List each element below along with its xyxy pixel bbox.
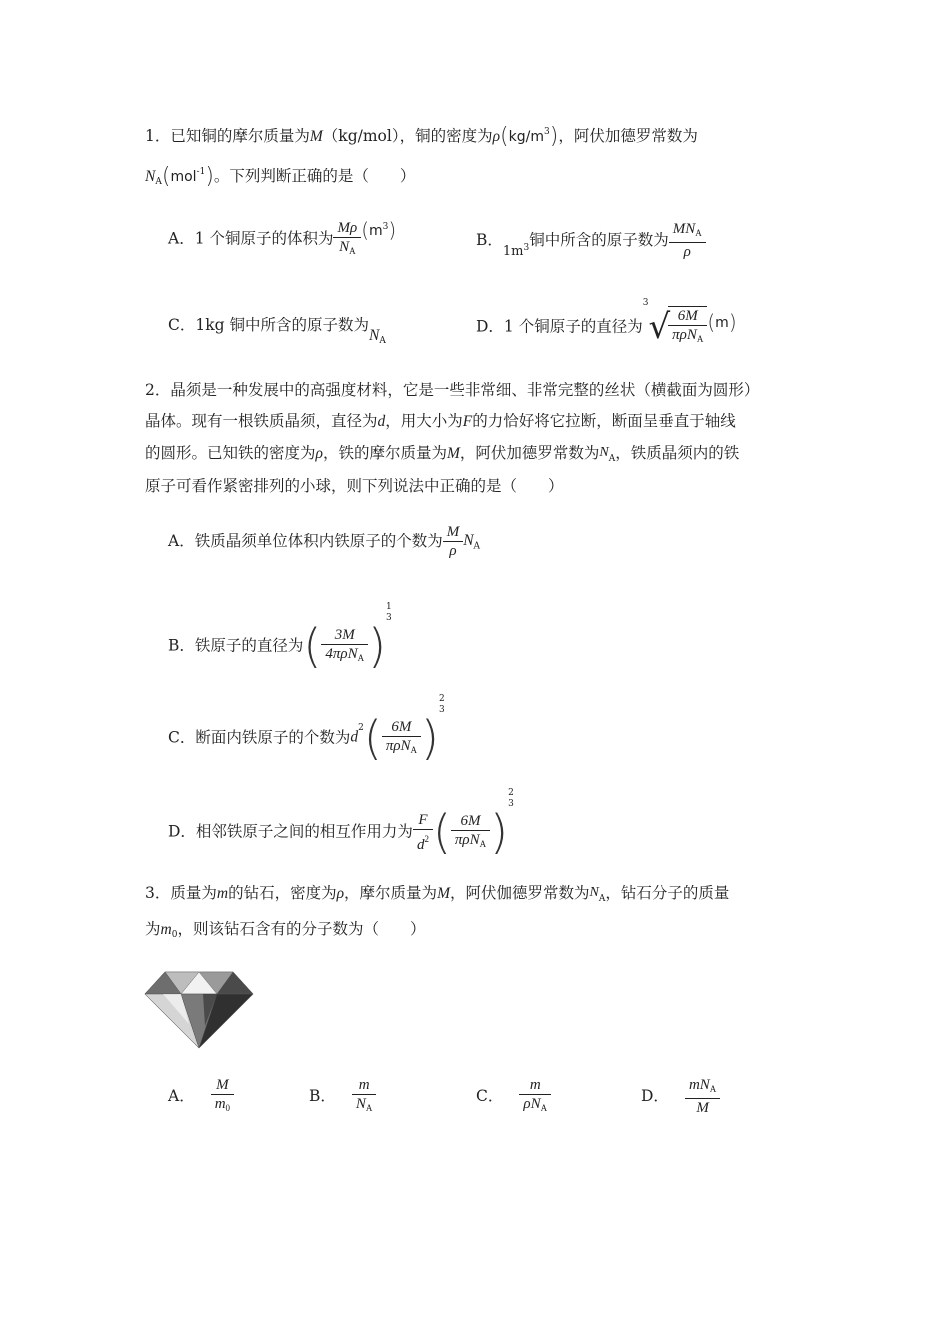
frac-den-text: d	[416, 836, 425, 853]
q2-text: ，阿伏加德罗常数为	[459, 444, 600, 462]
sub-A: A	[410, 744, 418, 755]
option-label: C．断面内铁原子的个数为	[168, 728, 351, 747]
frac-den-rho: ρ	[523, 1096, 531, 1112]
q3-text: ，阿伏伽德罗常数为	[449, 884, 590, 902]
q3-text: ，则该钻石含有的分子数为（ ）	[177, 920, 426, 938]
exp-minus1: -1	[196, 167, 206, 178]
frac-den	[519, 1094, 551, 1117]
unit-m: m	[369, 223, 383, 239]
paren-left: (	[500, 124, 509, 149]
q1-unit-kgm3: kg/m	[508, 129, 544, 146]
sub-A: A	[379, 336, 386, 346]
var-m: m	[216, 885, 229, 902]
q3-text: 3．质量为	[145, 884, 217, 902]
q1-option-d[interactable]	[476, 298, 737, 348]
option-label: C．	[476, 1087, 504, 1106]
option-label: B．	[309, 1087, 336, 1106]
paren-right: )	[490, 805, 509, 859]
q1-stem-text: 1．已知铜的摩尔质量为	[145, 127, 310, 146]
frac-num	[685, 1076, 720, 1098]
q1-option-c[interactable]	[168, 316, 386, 347]
unit-1m3	[503, 244, 529, 259]
sub-A: A	[349, 245, 356, 256]
q3-text: 的钻石，密度为	[228, 884, 337, 902]
frac-den-text: m	[214, 1096, 226, 1112]
sub-A: A	[598, 894, 606, 904]
q3-text: 为	[145, 920, 161, 938]
paren-right: )	[368, 619, 387, 673]
q2-text: 晶体。现有一根铁质晶须，直径为	[145, 412, 378, 430]
paren-left: (	[161, 164, 171, 189]
fraction	[382, 718, 421, 759]
exp-2: 2	[424, 833, 429, 844]
q2-stem-line1: 2．晶须是一种发展中的高强度材料，它是一些非常细、非常完整的丝状（横截面为圆形）	[145, 381, 760, 399]
var-d: d	[377, 413, 386, 430]
exponent	[439, 694, 445, 716]
diamond-image	[143, 966, 255, 1050]
frac-den	[413, 829, 433, 854]
q3-text: ，钻石分子的质量	[605, 884, 730, 902]
q2-stem-line4: 原子可看作紧密排列的小球，则下列说法中正确的是（ ）	[145, 477, 564, 495]
fraction	[333, 219, 361, 260]
unit-1m: 1m	[502, 243, 524, 259]
var-NA: N	[589, 885, 599, 900]
sub-A: A	[479, 838, 487, 849]
var-NA: N	[145, 168, 156, 186]
frac-num-text: mN	[688, 1077, 710, 1093]
frac-den-text: N	[355, 1096, 366, 1112]
frac-den-text: πρN	[385, 737, 411, 754]
option-text: 铜中所含的原子数为	[529, 231, 669, 250]
var-NA: N	[368, 327, 380, 344]
paren-left: (	[432, 805, 451, 859]
frac-num: 6M	[460, 812, 481, 829]
frac-den	[211, 1094, 234, 1117]
paren-left: (	[361, 218, 369, 242]
q3-stem-line1	[145, 884, 729, 905]
fraction	[685, 1076, 720, 1117]
q3-text: ，摩尔质量为	[344, 884, 438, 902]
root-index: 3	[642, 298, 649, 308]
frac-num: m	[358, 1077, 370, 1093]
option-label: A．	[168, 1087, 195, 1106]
fraction	[669, 220, 706, 261]
paren-left: (	[363, 711, 382, 765]
fraction	[413, 811, 433, 854]
exp-num: 1	[386, 602, 392, 612]
q1-stem-text-b: ，阿伏加德罗常数为	[558, 127, 698, 146]
paren-left: (	[303, 619, 322, 673]
frac-den	[321, 644, 368, 667]
sub-A: A	[357, 652, 365, 663]
exp-2: 2	[358, 723, 364, 733]
frac-den-NA: N	[530, 1096, 541, 1112]
option-label: B．铁原子的直径为	[168, 636, 304, 655]
fraction	[519, 1076, 551, 1117]
frac-num: 3M	[334, 626, 355, 643]
option-label: B．	[476, 231, 503, 250]
frac-den	[668, 325, 707, 348]
frac-num: 6M	[677, 308, 698, 324]
sub-A: A	[696, 334, 704, 344]
sub-A: A	[540, 1103, 548, 1113]
exp-num: 2	[439, 694, 445, 704]
diamond-icon	[143, 966, 255, 1050]
option-label: D．	[641, 1087, 669, 1106]
frac-num: M	[446, 524, 460, 540]
q2-text: 的力恰好将它拉断，断面呈垂直于轴线	[472, 412, 736, 430]
option-label: D．1 个铜原子的直径为	[476, 317, 643, 336]
fraction	[443, 523, 464, 560]
q2-text: 的圆形。已知铁的密度为	[145, 444, 316, 462]
var-rho: ρ	[336, 885, 345, 902]
frac-den: ρ	[669, 242, 706, 261]
exp-num: 2	[508, 788, 514, 798]
fraction	[352, 1076, 377, 1117]
q2-stem-line3	[145, 444, 739, 465]
unit-m: m	[715, 315, 729, 331]
q1-stem-line1	[145, 124, 698, 150]
q2-text: ，铁的摩尔质量为	[322, 444, 447, 462]
frac-den: ρ	[443, 541, 464, 560]
q2-option-d[interactable]	[168, 788, 514, 860]
frac-num: Mρ	[337, 219, 358, 236]
var-NA: N	[463, 532, 474, 550]
option-label: A．1 个铜原子的体积为	[168, 229, 334, 248]
var-rho: ρ	[492, 128, 501, 146]
q1-stem-line2	[145, 164, 415, 190]
paren-right: )	[388, 218, 397, 242]
q2-option-c[interactable]	[168, 694, 445, 766]
fraction	[668, 306, 707, 348]
paren-right: )	[549, 124, 559, 149]
var-NA: N	[339, 238, 350, 255]
exponent	[386, 602, 392, 624]
q2-option-a[interactable]	[168, 523, 480, 560]
unit-mol: mol	[170, 169, 197, 186]
q1-option-b[interactable]	[476, 220, 706, 261]
q2-text: ，用大小为	[385, 412, 463, 430]
var-M: M	[446, 445, 460, 462]
var-M: M	[309, 128, 323, 146]
exp-den: 3	[439, 705, 445, 715]
var-M: M	[437, 885, 450, 902]
q1-unit-kgmol: （kg/mol），铜的密度为	[322, 127, 493, 146]
frac-den	[333, 237, 361, 260]
frac-num: M	[216, 1077, 229, 1093]
option-label: A．铁质晶须单位体积内铁原子的个数为	[168, 532, 443, 551]
exp-3: 3	[543, 127, 550, 138]
sub-A: A	[709, 1084, 717, 1094]
exp-den: 3	[508, 799, 514, 809]
paren-right: )	[728, 310, 737, 334]
sub-A: A	[473, 541, 481, 552]
frac-num: F	[418, 811, 428, 828]
frac-num: m	[529, 1077, 541, 1093]
frac-den	[451, 830, 490, 853]
sub-A: A	[155, 177, 162, 188]
frac-num	[669, 220, 706, 242]
q1-option-a[interactable]	[168, 218, 396, 260]
exp-3: 3	[382, 222, 389, 232]
fraction	[321, 626, 368, 667]
frac-den	[382, 736, 421, 759]
q2-option-b[interactable]	[168, 602, 392, 674]
fraction	[451, 812, 490, 853]
frac-num-text: MN	[672, 221, 696, 237]
q3-stem-line2	[145, 920, 425, 941]
var-m0: m	[160, 921, 172, 938]
q3-option-a[interactable]	[168, 1076, 234, 1117]
sqrt-sign: √	[648, 307, 671, 347]
sub-A: A	[365, 1103, 373, 1113]
var-NA: N	[599, 445, 609, 460]
exp-3: 3	[523, 242, 530, 253]
paren-right: )	[205, 164, 214, 189]
q1-stem-text-c: 。下列判断正确的是（ ）	[213, 167, 416, 186]
q3-option-c[interactable]	[476, 1076, 551, 1117]
sub-0: 0	[225, 1103, 231, 1113]
sub-A: A	[608, 454, 616, 464]
frac-den	[352, 1094, 377, 1117]
var-F: F	[462, 413, 473, 430]
q3-option-b[interactable]	[309, 1076, 376, 1117]
sub-A: A	[695, 228, 702, 238]
var-d: d	[350, 728, 359, 746]
frac-num: 6M	[391, 718, 412, 735]
var-rho: ρ	[315, 445, 323, 462]
frac-den: M	[685, 1098, 720, 1117]
paren-right: )	[421, 711, 439, 765]
sub-0: 0	[171, 930, 178, 940]
option-label: C．1kg 铜中所含的原子数为	[168, 316, 369, 334]
fraction	[211, 1076, 234, 1117]
q2-text: ，铁质晶须内的铁	[615, 444, 740, 462]
exp-den: 3	[386, 613, 392, 623]
frac-den-text: πρN	[454, 831, 480, 848]
q3-option-d[interactable]	[641, 1076, 720, 1117]
exponent	[508, 788, 514, 810]
paren-left: (	[707, 310, 716, 334]
q2-stem-line2	[145, 412, 736, 432]
frac-den-text: 4πρN	[325, 645, 358, 662]
option-label: D．相邻铁原子之间的相互作用力为	[168, 822, 413, 841]
frac-den-text: πρN	[672, 327, 697, 343]
